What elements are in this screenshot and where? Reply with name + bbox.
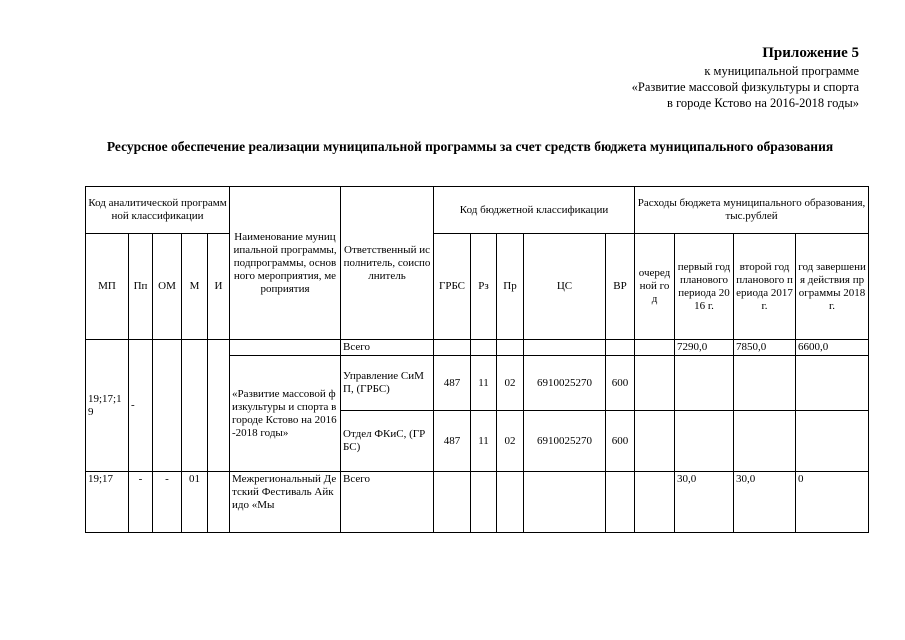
- program-row-2-2018: [796, 411, 869, 472]
- event-vr: [606, 472, 635, 533]
- header-row-1: [86, 187, 869, 234]
- program-row-1-2018: [796, 356, 869, 411]
- event-i: [208, 472, 230, 533]
- header-row-2: [86, 234, 869, 340]
- program-row-1-2017: [734, 356, 796, 411]
- program-total-queue: [635, 340, 675, 356]
- program-total-2016: 7290,0: [675, 340, 734, 356]
- document-title: Ресурсное обеспечение реализации муниципальной программы за счет средств бюджета муниципального образования: [106, 139, 834, 154]
- program-total-cs: [524, 340, 606, 356]
- event-om: -: [153, 472, 182, 533]
- program-total-label: Всего: [341, 340, 434, 356]
- header-queue-year: очередной год: [635, 234, 675, 340]
- event-pp: -: [129, 472, 153, 533]
- header-om: ОМ: [153, 234, 182, 340]
- program-row-2-2016: [675, 411, 734, 472]
- header-name: Наименование муниципальной программы, подпрограммы, основного мероприятия, мероприятия: [230, 187, 341, 340]
- event-queue: [635, 472, 675, 533]
- program-name-top: [230, 340, 341, 356]
- program-row-2-pr: 02: [497, 411, 524, 472]
- program-total-pr: [497, 340, 524, 356]
- program-row-1-2016: [675, 356, 734, 411]
- event-2017: 30,0: [734, 472, 796, 533]
- header-budget-code: Код бюджетной классификации: [434, 187, 635, 234]
- appendix-line-2: «Развитие массовой физкультуры и спорта: [631, 80, 859, 94]
- program-total-vr: [606, 340, 635, 356]
- program-row-1-rz: 11: [471, 356, 497, 411]
- program-total-row: [86, 340, 869, 356]
- program-name: «Развитие массовой физкультуры и спорта в городе Кстово на 2016-2018 годы»: [230, 356, 341, 472]
- program-mp: 19;17;19: [86, 340, 129, 472]
- appendix-line-3: в городе Кстово на 2016-2018 годы»: [667, 96, 859, 110]
- resource-table: [85, 186, 869, 533]
- program-row-1-cs: 6910025270: [524, 356, 606, 411]
- program-total-grbs: [434, 340, 471, 356]
- header-rz: Рз: [471, 234, 497, 340]
- event-rz: [471, 472, 497, 533]
- header-second-year: второй год планового периода 2017 г.: [734, 234, 796, 340]
- header-completion-year: год завершения действия программы 2018 г.: [796, 234, 869, 340]
- header-first-year: первый год планового периода 2016 г.: [675, 234, 734, 340]
- program-row-2-grbs: 487: [434, 411, 471, 472]
- appendix-block: [632, 44, 859, 111]
- program-pp: -: [129, 340, 153, 472]
- header-vr: ВР: [606, 234, 635, 340]
- event-grbs: [434, 472, 471, 533]
- program-row-2-vr: 600: [606, 411, 635, 472]
- program-total-2017: 7850,0: [734, 340, 796, 356]
- appendix-line-1: к муниципальной программе: [704, 64, 859, 78]
- program-row-1-responsible: Управление СиМП, (ГРБС): [341, 356, 434, 411]
- event-name: Межрегиональный Детский Фестиваль Айкидо «Мы: [230, 472, 341, 533]
- event-pr: [497, 472, 524, 533]
- event-row: [86, 472, 869, 533]
- program-i: [208, 340, 230, 472]
- header-cs: ЦС: [524, 234, 606, 340]
- program-row-1-vr: 600: [606, 356, 635, 411]
- event-mp: 19;17: [86, 472, 129, 533]
- program-row-2-responsible: Отдел ФКиС, (ГРБС): [341, 411, 434, 472]
- appendix-title: Приложение 5: [762, 45, 859, 61]
- header-pp: Пп: [129, 234, 153, 340]
- header-m: М: [182, 234, 208, 340]
- event-m: 01: [182, 472, 208, 533]
- header-mp: МП: [86, 234, 129, 340]
- event-responsible: Всего: [341, 472, 434, 533]
- program-row-2-cs: 6910025270: [524, 411, 606, 472]
- header-grbs: ГРБС: [434, 234, 471, 340]
- program-m: [182, 340, 208, 472]
- program-total-rz: [471, 340, 497, 356]
- header-i: И: [208, 234, 230, 340]
- header-responsible: Ответственный исполнитель, соисполнитель: [341, 187, 434, 340]
- program-row-1-pr: 02: [497, 356, 524, 411]
- event-cs: [524, 472, 606, 533]
- program-row-1-grbs: 487: [434, 356, 471, 411]
- event-2018: 0: [796, 472, 869, 533]
- header-expenses: Расходы бюджета муниципального образования, тыс.рублей: [635, 187, 869, 234]
- header-analytic-code: Код аналитической программной классификации: [86, 187, 230, 234]
- program-row-2-2017: [734, 411, 796, 472]
- program-row-1-queue: [635, 356, 675, 411]
- event-2016: 30,0: [675, 472, 734, 533]
- header-pr: Пр: [497, 234, 524, 340]
- program-row-2-rz: 11: [471, 411, 497, 472]
- program-row-2-queue: [635, 411, 675, 472]
- program-total-2018: 6600,0: [796, 340, 869, 356]
- program-om: [153, 340, 182, 472]
